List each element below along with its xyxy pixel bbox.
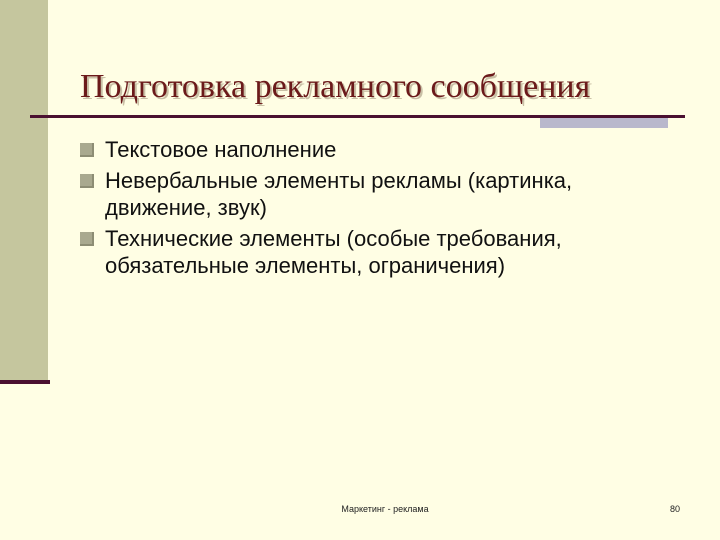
bullet-item [80, 167, 640, 221]
bullet-item [80, 225, 640, 279]
square-bullet-icon [80, 232, 94, 246]
bullet-list [80, 136, 640, 283]
footer-caption: Маркетинг - реклама [341, 504, 429, 514]
square-bullet-icon [80, 174, 94, 188]
left-decorative-bar [0, 0, 48, 384]
left-bar-underline [0, 380, 50, 384]
title-accent-block [540, 118, 668, 128]
bullet-text: Текстовое наполнение [105, 137, 337, 162]
slide-title: Подготовка рекламного сообщения [80, 68, 591, 105]
bullet-text: Технические элементы (особые требования, обязательные элементы, ограничения) [105, 226, 562, 278]
bullet-text: Невербальные элементы рекламы (картинка, движение, звук) [105, 168, 573, 220]
square-bullet-icon [80, 143, 94, 157]
bullet-item [80, 136, 640, 163]
page-number: 80 [669, 504, 680, 514]
